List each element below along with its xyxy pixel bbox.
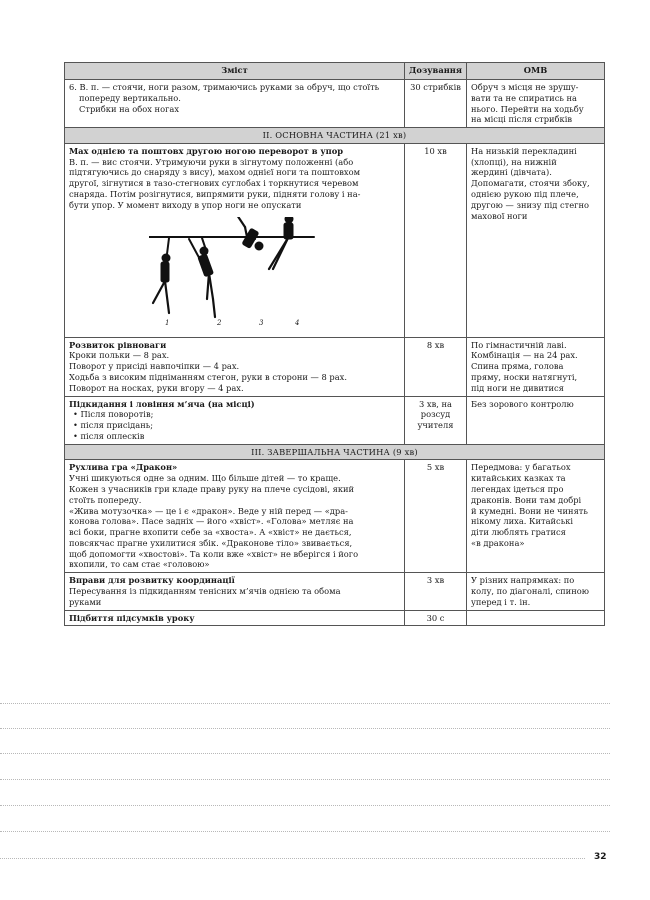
omv-line: на місці після стрибків xyxy=(471,114,573,125)
list-item: • Після поворотів; xyxy=(73,409,154,420)
text-line: В. п. — вис стоячи. Утримуючи руки в зігнутому положенні (або xyxy=(69,156,354,167)
gymnast-2 xyxy=(189,238,215,317)
text-line: снаряда. Потім розігнутися, випрямити руки, підняти голову і на- xyxy=(69,189,361,200)
note-line xyxy=(0,858,585,859)
note-line xyxy=(0,753,610,754)
omv-line: жердині (дівчата). xyxy=(471,167,552,178)
note-line xyxy=(0,779,610,780)
omv-line: По гімнастичній лаві. xyxy=(471,339,567,350)
table-row xyxy=(65,80,605,128)
exercise-title: Мах однією та поштовх другою ногою переворот в упор xyxy=(69,145,344,156)
note-line xyxy=(0,728,610,729)
pereverot-dosage: 10 хв xyxy=(405,143,467,337)
header-omv: ОМВ xyxy=(467,63,605,80)
pereverot-content xyxy=(65,143,405,337)
lesson-table xyxy=(64,62,605,626)
text-line: Стрибки на обох ногах xyxy=(79,103,180,114)
table-row xyxy=(65,460,605,573)
text-line: вхопили, то сам стає «головою» xyxy=(69,559,210,570)
omv-line: другою — знизу під стегно xyxy=(471,199,590,210)
omv-line: «в дракона» xyxy=(471,537,525,548)
omv-line: уперед і т. ін. xyxy=(471,596,531,607)
omv-line: Комбінація — на 24 рах. xyxy=(471,350,578,361)
table-row xyxy=(65,337,605,396)
text-line: Ходьба з високим підніманням стегон, руки в сторони — 8 рах. xyxy=(69,371,347,382)
balance-omv xyxy=(467,337,605,396)
list-item: • після оплесків xyxy=(73,430,145,441)
exercise-title: Розвиток рівноваги xyxy=(69,339,167,350)
gymnast-3 xyxy=(237,217,263,250)
text-line: Пересування із підкиданням тенісних м’ячів однією та обома xyxy=(69,586,341,596)
ball-dosage xyxy=(405,396,467,444)
text-line: Учні шикуються одне за одним. Що більше дітей — то краще. xyxy=(69,473,341,484)
section-final-title: ІІІ. ЗАВЕРШАЛЬНА ЧАСТИНА (9 хв) xyxy=(65,444,605,460)
text-line: «Жива мотузочка» — це і є «дракон». Веде у ній перед — «дра- xyxy=(69,505,348,516)
page-number: 32 xyxy=(594,852,607,862)
text-line: підтягуючись до снаряду з вису), махом однієї ноги та поштовхом xyxy=(69,167,361,178)
text-line: повсякчас прагне ухилитися збік. «Драконове тіло» звивається, xyxy=(69,537,353,548)
omv-line: Спина пряма, голова xyxy=(471,361,564,372)
text-line: Поворот у присіді навпочіпки — 4 рах. xyxy=(69,361,240,372)
coordination-content xyxy=(65,573,405,610)
gymnast-illustration xyxy=(149,217,339,322)
omv-line: вати та не спиратись на xyxy=(471,92,577,103)
omv-line: пряму, носки натягнуті, xyxy=(471,371,578,382)
text-line: конова голова». Пасе задніх — його «хвіст». «Голова» метляє на xyxy=(69,516,354,527)
omv-line: махової ноги xyxy=(471,210,528,221)
balance-dosage: 8 хв xyxy=(405,337,467,396)
exercise-title: Рухлива гра «Дракон» xyxy=(69,462,178,473)
text-line: Кожен з учасників гри кладе праву руку на плече сусідові, який xyxy=(69,483,355,494)
omv-line: легендах ідеться про xyxy=(471,483,564,494)
dosage-line: 3 хв, на xyxy=(418,398,453,409)
ball-content xyxy=(65,396,405,444)
figure-label-4: 4 xyxy=(295,318,300,327)
dosage-line: учителя xyxy=(417,420,454,431)
list-item: • після присідань; xyxy=(73,420,154,431)
table-header-row xyxy=(65,63,605,80)
omv-line: колу, по діагоналі, спиною xyxy=(471,586,589,596)
summary-dosage: 30 с xyxy=(405,610,467,626)
coordination-dosage: 3 хв xyxy=(405,573,467,610)
omv-line: діти люблять гратися xyxy=(471,527,566,538)
exercise-title: Вправи для розвитку координації xyxy=(69,575,235,586)
omv-line: (хлопці), на нижній xyxy=(471,156,557,167)
gymnast-1 xyxy=(153,238,170,313)
text-line: всі боки, прагне вхопити себе за «хвоста». А «хвіст» не дається, xyxy=(69,527,352,538)
omv-line: під ноги не дивитися xyxy=(471,382,564,393)
gymnast-4 xyxy=(269,217,293,269)
omv-line: У різних напрямках: по xyxy=(471,575,575,586)
section-row xyxy=(65,128,605,144)
text-line: бути упор. У момент виходу в упор ноги не опускати xyxy=(69,199,302,210)
table-row xyxy=(65,396,605,444)
dragon-dosage: 5 хв xyxy=(405,460,467,573)
text-line: щоб допомогти «хвостові». Та коли вже «хвіст» не вберігся і його xyxy=(69,548,359,559)
ball-omv: Без зорового контролю xyxy=(467,396,605,444)
note-line xyxy=(0,831,610,832)
summary-omv xyxy=(467,610,605,626)
header-dosage: Дозування xyxy=(405,63,467,80)
exercise-6-content xyxy=(65,80,405,128)
omv-line: На низькій перекладині xyxy=(471,145,577,156)
exercise-6-omv xyxy=(467,80,605,128)
balance-content xyxy=(65,337,405,396)
pereverot-omv xyxy=(467,143,605,337)
omv-line: Передмова: у багатьох xyxy=(471,462,571,473)
text-line: 6. В. п. — стоячи, ноги разом, тримаючись руками за обруч, що стоїть xyxy=(69,82,380,92)
exercise-title: Підкидання і ловіння м’яча (на місці) xyxy=(69,398,255,409)
omv-line: китайських казках та xyxy=(471,473,566,484)
table-row xyxy=(65,143,605,337)
omv-line: й кумедні. Вони не чинять xyxy=(471,505,588,516)
coordination-omv xyxy=(467,573,605,610)
text-line: стоїть попереду. xyxy=(69,494,142,505)
figure-label-2: 2 xyxy=(217,318,222,327)
text-line: руками xyxy=(69,596,102,607)
text-line: попереду вертикально. xyxy=(79,92,181,103)
omv-line: однією рукою під плече, xyxy=(471,189,579,200)
text-line: Кроки польки — 8 рах. xyxy=(69,350,170,361)
table-row xyxy=(65,610,605,626)
omv-line: Допомагати, стоячи збоку, xyxy=(471,178,590,189)
gymnast-figure xyxy=(69,217,400,335)
dosage-line: розсуд xyxy=(420,409,451,420)
note-line xyxy=(0,703,610,704)
table-row xyxy=(65,573,605,610)
figure-label-3: 3 xyxy=(259,318,264,327)
omv-line: нікому лиха. Китайські xyxy=(471,516,574,527)
text-line: другої, зігнутися в тазо-стегнових суглобах і торкнутися черевом xyxy=(69,178,359,189)
omv-line: Обруч з місця не зрушу- xyxy=(471,82,579,92)
summary-content: Підбиття підсумків уроку xyxy=(65,610,405,626)
figure-label-1: 1 xyxy=(165,318,170,327)
omv-line: нього. Перейти на ходьбу xyxy=(471,103,584,114)
text-line: Поворот на носках, руки вгору — 4 рах. xyxy=(69,382,244,393)
note-line xyxy=(0,805,610,806)
exercise-6-dosage: 30 стрибків xyxy=(405,80,467,128)
header-content: Зміст xyxy=(65,63,405,80)
section-row xyxy=(65,444,605,460)
omv-line: драконів. Вони там добрі xyxy=(471,494,582,505)
dragon-content xyxy=(65,460,405,573)
section-main-title: ІІ. ОСНОВНА ЧАСТИНА (21 хв) xyxy=(65,128,605,144)
dragon-omv xyxy=(467,460,605,573)
